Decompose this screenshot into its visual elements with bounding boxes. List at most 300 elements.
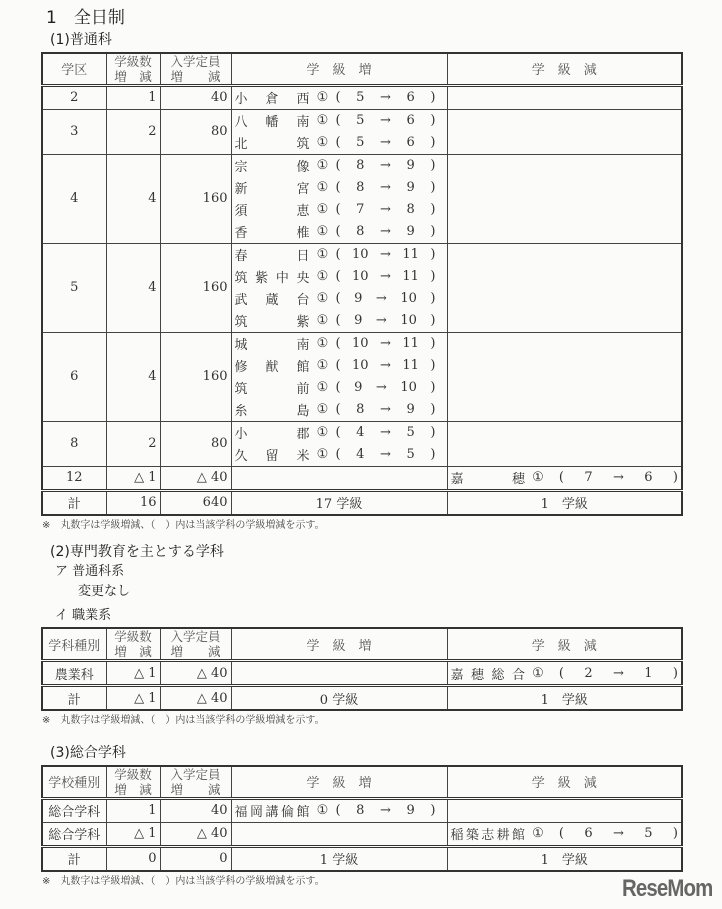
paren-open: (	[335, 180, 341, 196]
header-capacity-change	[160, 53, 231, 86]
from-count: 10	[352, 247, 369, 263]
to-count: 8	[406, 202, 415, 218]
class-count-change	[336, 313, 436, 328]
total-decrease: 1 学級	[447, 846, 682, 871]
paren-open: (	[335, 291, 341, 307]
school-name: 城南	[234, 338, 310, 354]
label: 増 減	[170, 68, 221, 84]
label: 増 減	[114, 781, 152, 797]
increase-cell	[231, 466, 447, 490]
paren-close: )	[430, 402, 436, 418]
arrow-icon: →	[380, 113, 391, 129]
total-increase: 0 学級	[231, 686, 447, 711]
class-change-mark: ①	[316, 291, 329, 307]
arrow-icon: →	[380, 447, 391, 463]
arrow-icon: →	[375, 313, 387, 329]
school-entry	[235, 310, 444, 332]
header-capacity-change	[160, 628, 231, 661]
school-entry	[451, 467, 679, 489]
area-cell: 5	[42, 243, 106, 332]
sec3-note: ※ 丸数字は学級増減、（ ）内は当該学科の学級増減を示す。	[42, 875, 325, 887]
header-row	[42, 766, 682, 799]
school-entry	[235, 199, 444, 221]
label: 学級数	[114, 629, 152, 644]
class-change-mark: ①	[316, 269, 329, 285]
sec1-note: ※ 丸数字は学級増減、（ ）内は当該学科の学級増減を示す。	[42, 519, 325, 531]
school-name: 糸島	[234, 404, 310, 420]
from-count: 5	[356, 113, 365, 129]
table-row	[42, 421, 682, 466]
from-count: 10	[352, 336, 369, 352]
total-row	[42, 490, 682, 515]
class-count-change	[559, 826, 678, 841]
from-count: 9	[354, 380, 363, 396]
class-count-change	[336, 402, 436, 417]
arrow-icon: →	[380, 202, 391, 218]
paren-open: (	[335, 158, 341, 174]
to-count: 5	[644, 826, 653, 841]
header-type: 学科種別	[42, 628, 106, 661]
table-row	[42, 243, 682, 332]
paren-open: (	[558, 665, 564, 681]
increase-cell	[231, 243, 447, 332]
label: 入学定員	[170, 53, 221, 69]
school-name: 筑前	[234, 382, 310, 398]
from-count: 7	[584, 470, 593, 486]
class-change-mark: ①	[316, 202, 329, 218]
paren-open: (	[335, 135, 341, 151]
capacity-change-cell: 160	[160, 332, 231, 421]
arrow-icon: →	[380, 425, 391, 441]
paren-close: )	[430, 291, 436, 307]
school-entry	[235, 355, 444, 377]
school-entry	[235, 132, 444, 154]
from-count: 8	[356, 224, 365, 240]
sec2-sub-a: ア 普通科系	[55, 564, 125, 580]
label: 増 減	[170, 644, 221, 659]
class-change-mark: ①	[532, 826, 544, 841]
school-entry	[235, 444, 444, 466]
capacity-change-cell: 40	[160, 798, 231, 822]
school-entry	[235, 177, 444, 199]
school-entry	[235, 110, 444, 132]
general-course-table	[41, 52, 683, 516]
to-count: 1	[644, 665, 653, 681]
increase-cell	[231, 109, 447, 154]
arrow-icon: →	[380, 135, 391, 151]
total-capacity: 0	[160, 846, 231, 871]
total-row	[42, 846, 682, 871]
class-count-change	[336, 224, 436, 239]
decrease-cell	[447, 332, 682, 421]
school-entry	[235, 266, 444, 288]
class-count-change	[336, 447, 436, 462]
increase-cell	[231, 421, 447, 466]
paren-open: (	[335, 247, 341, 263]
class-change-cell: 1	[106, 798, 160, 822]
table-row	[42, 822, 682, 846]
from-count: 8	[356, 402, 365, 418]
to-count: 11	[402, 247, 419, 263]
class-count-change	[336, 803, 436, 818]
school-name: 宗像	[234, 160, 310, 176]
class-change-cell: 2	[106, 109, 160, 154]
paren-close: )	[672, 665, 678, 681]
increase-cell	[231, 661, 447, 686]
paren-close: )	[430, 447, 436, 463]
class-change-mark: ①	[532, 470, 544, 486]
class-count-change	[336, 425, 436, 440]
header-class-decrease: 学 級 減	[447, 766, 682, 799]
class-change-mark: ①	[316, 113, 329, 129]
to-count: 5	[406, 447, 415, 463]
integrated-course-table	[41, 765, 683, 872]
class-count-change	[336, 202, 436, 217]
total-classes: 0	[106, 846, 160, 871]
header-row	[42, 628, 682, 661]
class-change-mark: ①	[532, 665, 544, 681]
class-change-mark: ①	[316, 402, 329, 418]
header-class-decrease: 学 級 減	[447, 53, 682, 86]
to-count: 10	[400, 291, 417, 307]
class-count-change	[559, 470, 678, 485]
type-cell: 総合学科	[42, 822, 106, 846]
sec2-sub-a-text: 変更なし	[78, 583, 131, 599]
sec2-sub-b: イ 職業系	[55, 607, 112, 623]
label: 増 減	[114, 644, 152, 659]
decrease-cell	[447, 154, 682, 243]
paren-open: (	[335, 358, 341, 374]
area-cell: 4	[42, 154, 106, 243]
school-entry	[235, 377, 444, 399]
paren-close: )	[430, 313, 436, 329]
area-cell: 6	[42, 332, 106, 421]
area-cell: 8	[42, 421, 106, 466]
type-cell: 総合学科	[42, 798, 106, 822]
from-count: 6	[584, 826, 593, 841]
class-count-change	[336, 380, 436, 395]
class-count-change	[336, 336, 436, 351]
school-name: 福岡講倫館	[234, 805, 310, 820]
arrow-icon: →	[380, 358, 391, 374]
increase-cell	[231, 822, 447, 846]
total-increase: 17 学級	[231, 490, 447, 515]
label: 増 減	[114, 68, 152, 84]
label: 増 減	[170, 781, 221, 797]
class-change-cell: 4	[106, 154, 160, 243]
vocational-table	[41, 627, 683, 711]
class-change-cell: 1	[106, 85, 160, 109]
paren-open: (	[335, 425, 341, 441]
school-entry	[235, 422, 444, 444]
from-count: 4	[356, 425, 365, 441]
table-row	[42, 109, 682, 154]
table-row	[42, 85, 682, 109]
capacity-change-cell: 80	[160, 109, 231, 154]
table-row	[42, 154, 682, 243]
capacity-change-cell: 80	[160, 421, 231, 466]
capacity-change-cell: △ 40	[160, 822, 231, 846]
arrow-icon: →	[380, 158, 391, 174]
class-change-cell: △ 1	[106, 661, 160, 686]
paren-open: (	[335, 313, 341, 329]
paren-open: (	[335, 336, 341, 352]
from-count: 10	[352, 358, 369, 374]
type-cell: 農業科	[42, 661, 106, 686]
paren-open: (	[335, 402, 341, 418]
school-entry	[235, 399, 444, 421]
paren-open: (	[335, 803, 341, 818]
class-count-change	[336, 113, 436, 128]
school-entry	[235, 288, 444, 310]
header-row	[42, 53, 682, 86]
paren-close: )	[430, 425, 436, 441]
school-name: 香椎	[234, 226, 310, 242]
label: 学級数	[114, 766, 152, 782]
class-count-change	[336, 291, 436, 306]
table-row	[42, 661, 682, 686]
class-change-mark: ①	[316, 380, 329, 396]
school-entry	[235, 87, 444, 109]
total-decrease: 1 学級	[447, 490, 682, 515]
to-count: 11	[402, 269, 419, 285]
increase-cell	[231, 85, 447, 109]
class-count-change	[336, 269, 436, 284]
decrease-cell	[447, 466, 682, 490]
to-count: 6	[406, 90, 415, 106]
sec3-heading: (3)総合学科	[50, 745, 126, 761]
header-class-change	[106, 53, 160, 86]
from-count: 9	[354, 291, 363, 307]
school-name: 北筑	[234, 137, 310, 153]
school-name: 稲築志耕館	[450, 828, 525, 843]
class-count-change	[336, 247, 436, 262]
paren-close: )	[672, 826, 678, 841]
class-count-change	[559, 666, 678, 681]
school-name: 武蔵台	[234, 293, 310, 309]
arrow-icon: →	[380, 803, 391, 818]
from-count: 4	[356, 447, 365, 463]
paren-open: (	[335, 447, 341, 463]
from-count: 2	[584, 665, 593, 681]
decrease-cell	[447, 243, 682, 332]
school-name: 久留米	[234, 449, 310, 465]
table-row	[42, 798, 682, 822]
arrow-icon: →	[380, 269, 391, 285]
decrease-cell	[447, 109, 682, 154]
to-count: 6	[406, 113, 415, 129]
school-name: 筑紫中央	[234, 271, 310, 287]
sec2-note: ※ 丸数字は学級増減、（ ）内は当該学科の学級増減を示す。	[42, 715, 325, 726]
school-name: 八幡南	[234, 115, 310, 131]
section-title: 1 全日制	[46, 8, 125, 28]
resemom-logo: ReseMom	[621, 875, 712, 902]
paren-close: )	[672, 470, 678, 486]
paren-open: (	[335, 90, 341, 106]
arrow-icon: →	[380, 180, 391, 196]
capacity-change-cell: △ 40	[160, 466, 231, 490]
from-count: 5	[356, 135, 365, 151]
paren-close: )	[430, 90, 436, 106]
class-count-change	[336, 135, 436, 150]
header-class-change	[106, 766, 160, 799]
decrease-cell	[447, 822, 682, 846]
paren-close: )	[430, 202, 436, 218]
paren-close: )	[430, 158, 436, 174]
class-count-change	[336, 358, 436, 373]
total-row	[42, 686, 682, 711]
paren-close: )	[430, 180, 436, 196]
class-change-mark: ①	[316, 336, 329, 352]
total-label: 計	[42, 490, 106, 515]
to-count: 5	[406, 425, 415, 441]
decrease-cell	[447, 421, 682, 466]
total-decrease: 1 学級	[447, 686, 682, 711]
decrease-cell	[447, 661, 682, 686]
capacity-change-cell: △ 40	[160, 661, 231, 686]
paren-close: )	[430, 336, 436, 352]
class-count-change	[336, 180, 436, 195]
school-entry	[235, 333, 444, 355]
school-name: 嘉穂総合	[450, 667, 525, 683]
class-change-mark: ①	[316, 358, 329, 374]
to-count: 10	[400, 313, 417, 329]
label: 学級数	[114, 53, 152, 69]
class-change-cell: 2	[106, 421, 160, 466]
school-entry	[235, 800, 444, 822]
capacity-change-cell: 160	[160, 243, 231, 332]
school-entry	[235, 221, 444, 243]
increase-cell	[231, 154, 447, 243]
area-cell: 12	[42, 466, 106, 490]
to-count: 9	[406, 402, 415, 418]
sec2-heading: (2)専門教育を主とする学科	[50, 543, 224, 560]
to-count: 6	[406, 135, 415, 151]
to-count: 9	[406, 180, 415, 196]
class-count-change	[336, 158, 436, 173]
class-change-cell: 4	[106, 332, 160, 421]
to-count: 10	[400, 380, 417, 396]
arrow-icon: →	[612, 665, 624, 681]
paren-close: )	[430, 269, 436, 285]
to-count: 6	[644, 470, 653, 486]
area-cell: 3	[42, 109, 106, 154]
capacity-change-cell: 40	[160, 85, 231, 109]
capacity-change-cell: 160	[160, 154, 231, 243]
arrow-icon: →	[612, 470, 624, 486]
class-change-cell: 4	[106, 243, 160, 332]
decrease-cell	[447, 798, 682, 822]
increase-cell	[231, 798, 447, 822]
label: 入学定員	[170, 766, 221, 782]
school-entry	[235, 244, 444, 266]
header-capacity-change	[160, 766, 231, 799]
paren-open: (	[558, 826, 564, 841]
school-entry	[451, 823, 679, 845]
class-change-mark: ①	[316, 425, 329, 441]
header-class-change	[106, 628, 160, 661]
total-label: 計	[42, 846, 106, 871]
paren-close: )	[430, 135, 436, 151]
header-type: 学校種別	[42, 766, 106, 799]
total-label: 計	[42, 686, 106, 711]
from-count: 10	[352, 269, 369, 285]
total-increase: 1 学級	[231, 846, 447, 871]
paren-close: )	[430, 380, 436, 396]
to-count: 11	[402, 358, 419, 374]
class-change-mark: ①	[316, 180, 329, 196]
from-count: 9	[354, 313, 363, 329]
paren-open: (	[335, 380, 341, 396]
class-change-mark: ①	[316, 803, 329, 818]
paren-close: )	[430, 113, 436, 129]
arrow-icon: →	[375, 291, 387, 307]
header-class-decrease: 学 級 減	[447, 628, 682, 661]
school-entry	[451, 662, 679, 684]
school-name: 修猷館	[234, 360, 310, 376]
arrow-icon: →	[375, 380, 387, 396]
to-count: 9	[406, 803, 415, 818]
total-capacity: 640	[160, 490, 231, 515]
arrow-icon: →	[380, 90, 391, 106]
increase-cell	[231, 332, 447, 421]
school-name: 須恵	[234, 204, 310, 220]
class-change-mark: ①	[316, 158, 329, 174]
total-classes: 16	[106, 490, 160, 515]
table-row	[42, 332, 682, 421]
total-classes: △ 1	[106, 686, 160, 711]
arrow-icon: →	[380, 224, 391, 240]
from-count: 8	[356, 803, 365, 818]
paren-open: (	[558, 470, 564, 486]
header-class-increase: 学 級 増	[231, 766, 447, 799]
from-count: 8	[356, 158, 365, 174]
class-change-mark: ①	[316, 90, 329, 106]
arrow-icon: →	[380, 402, 391, 418]
header-class-increase: 学 級 増	[231, 53, 447, 86]
total-capacity: △ 40	[160, 686, 231, 711]
to-count: 9	[406, 158, 415, 174]
from-count: 8	[356, 180, 365, 196]
paren-close: )	[430, 224, 436, 240]
school-name: 新宮	[234, 182, 310, 198]
paren-open: (	[335, 269, 341, 285]
to-count: 9	[406, 224, 415, 240]
paren-open: (	[335, 113, 341, 129]
school-name: 小郡	[234, 427, 310, 443]
from-count: 7	[356, 202, 365, 218]
class-change-mark: ①	[316, 247, 329, 263]
header-area: 学区	[42, 53, 106, 86]
class-change-mark: ①	[316, 313, 329, 329]
arrow-icon: →	[612, 826, 624, 841]
label: 入学定員	[170, 629, 221, 644]
decrease-cell	[447, 85, 682, 109]
school-name: 嘉穂	[450, 472, 525, 488]
paren-open: (	[335, 202, 341, 218]
from-count: 5	[356, 90, 365, 106]
class-change-mark: ①	[316, 224, 329, 240]
paren-close: )	[430, 247, 436, 263]
class-change-cell: △ 1	[106, 822, 160, 846]
school-name: 春日	[234, 249, 310, 265]
arrow-icon: →	[380, 336, 391, 352]
class-count-change	[336, 90, 436, 105]
class-change-mark: ①	[316, 135, 329, 151]
class-change-cell: △ 1	[106, 466, 160, 490]
table-row	[42, 466, 682, 490]
area-cell: 2	[42, 85, 106, 109]
